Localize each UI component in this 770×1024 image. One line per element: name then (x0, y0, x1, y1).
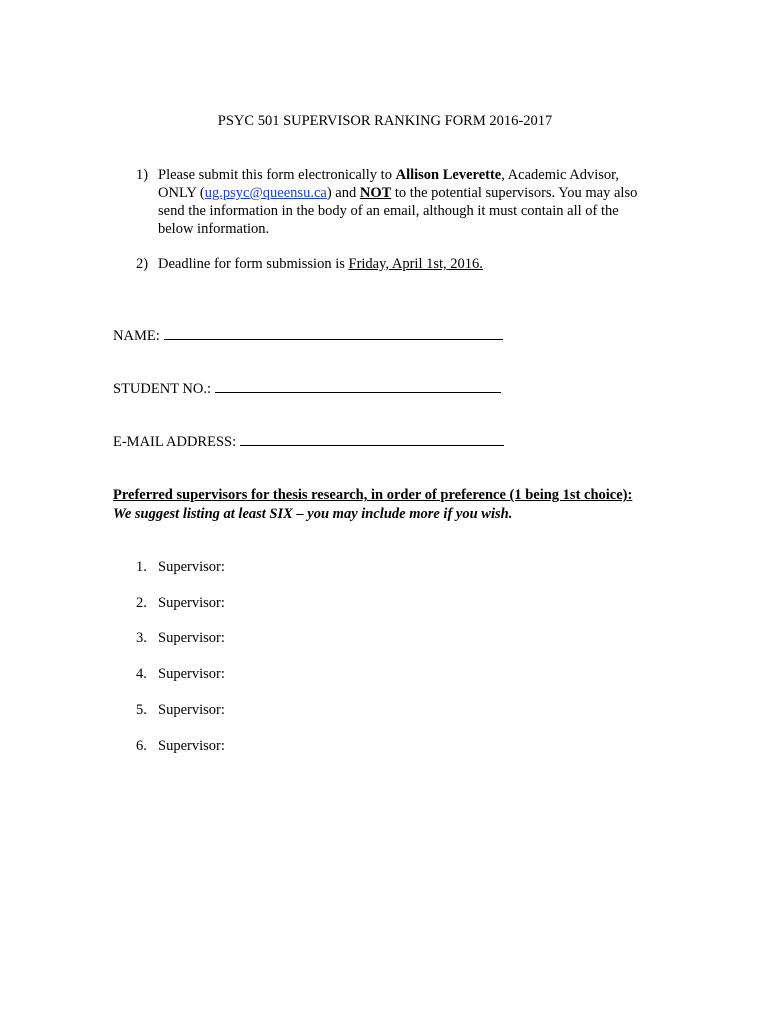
supervisor-item (136, 595, 225, 612)
student-no-field (113, 380, 501, 398)
preferences-heading: Preferred supervisors for thesis research, in order of preference (1 being 1st choice): (113, 487, 633, 503)
email-label: E-MAIL ADDRESS: (113, 434, 237, 450)
instruction-text-part: to the potential supervisors. You may also send the information in the body of an email, although it must contain all of the below information. (158, 185, 638, 237)
name-input-line[interactable] (164, 327, 503, 340)
instruction-number: 1) (136, 167, 149, 183)
preferences-subheading: We suggest listing at least SIX – you may include more if you wish. (113, 506, 513, 522)
deadline-date: Friday, April 1st, 2016. (348, 256, 483, 272)
instruction-1 (136, 166, 656, 238)
supervisor-label: Supervisor: (158, 595, 225, 611)
supervisor-number: 1. (136, 559, 147, 575)
supervisor-number: 4. (136, 666, 147, 682)
supervisor-label: Supervisor: (158, 702, 225, 718)
instruction-text (158, 166, 656, 238)
email-field (113, 433, 504, 451)
instruction-text (158, 255, 656, 273)
supervisor-item (136, 666, 225, 683)
supervisor-number: 6. (136, 738, 147, 754)
student-no-label: STUDENT NO.: (113, 381, 212, 397)
supervisor-number: 5. (136, 702, 147, 718)
supervisor-label: Supervisor: (158, 630, 225, 646)
instruction-text-part: ) and (326, 185, 360, 201)
supervisor-item (136, 630, 225, 647)
instruction-text-part: Deadline for form submission is (158, 256, 349, 272)
student-no-input-line[interactable] (215, 380, 501, 393)
name-label: NAME: (113, 328, 160, 344)
supervisor-label: Supervisor: (158, 738, 225, 754)
supervisor-number: 3. (136, 630, 147, 646)
instruction-number: 2) (136, 256, 149, 272)
advisor-name: Allison Leverette (395, 167, 502, 183)
email-link[interactable]: ug.psyc@queensu.ca (204, 185, 327, 201)
supervisor-item (136, 738, 225, 755)
supervisor-label: Supervisor: (158, 559, 225, 575)
supervisor-item (136, 559, 225, 576)
supervisor-number: 2. (136, 595, 147, 611)
instruction-2 (136, 255, 656, 273)
email-input-line[interactable] (240, 433, 504, 446)
supervisor-item (136, 702, 225, 719)
page-title: PSYC 501 SUPERVISOR RANKING FORM 2016-2017 (217, 113, 553, 129)
not-emphasis: NOT (359, 185, 392, 201)
instruction-text-part: Please submit this form electronically to (158, 167, 396, 183)
supervisor-label: Supervisor: (158, 666, 225, 682)
name-field (113, 327, 503, 345)
instruction-text-part: , Academic Advisor, ONLY ( (158, 167, 620, 201)
